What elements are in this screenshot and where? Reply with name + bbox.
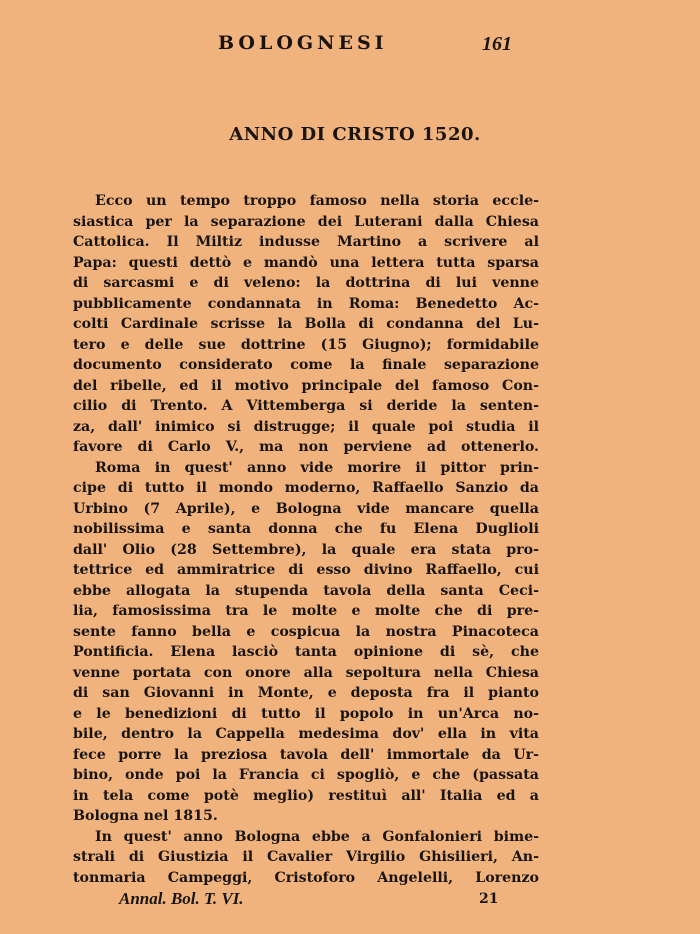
page-number: 161 <box>482 33 512 55</box>
text-line: in tela come potè meglio) restituì all' Italia ed a <box>73 787 539 804</box>
text-line: tettrice ed ammiratrice di esso divino Raffaello, cui <box>73 562 539 578</box>
text-line: Pontificia. Elena lasciò tanta opinione di sè, che <box>73 644 539 660</box>
text-line: ebbe allogata la stupenda tavola della santa Ceci- <box>73 582 539 599</box>
text-line: cilio di Trento. A Vittemberga si deride la senten- <box>73 398 539 414</box>
text-line: za, dall' inimico si distrugge; il quale poi studia il <box>73 418 539 435</box>
body-text <box>73 191 539 888</box>
text-line: nobilissima e santa donna che fu Elena Duglioli <box>73 521 539 537</box>
text-line: bino, onde poi la Francia ci spogliò, e che (passata <box>73 767 539 783</box>
text-line: lia, famosissima tra le molte e molte che di pre- <box>73 603 539 619</box>
text-line: sente fanno bella e cospicua la nostra Pinacoteca <box>73 623 539 640</box>
text-line: strali di Giustizia il Cavalier Virgilio Ghisilieri, An- <box>73 849 539 865</box>
printer-signature: Annal. Bol. T. VI. <box>119 889 244 908</box>
text-line: bile, dentro la Cappella medesima dov' ella in vita <box>73 726 539 742</box>
page-header <box>0 30 700 60</box>
text-line: cipe di tutto il mondo moderno, Raffaello Sanzio da <box>73 480 539 496</box>
text-line: siastica per la separazione dei Luterani dalla Chiesa <box>73 213 539 230</box>
section-title: ANNO DI CRISTO 1520. <box>229 124 481 145</box>
text-line: pubblicamente condannata in Roma: Benedetto Ac- <box>73 295 539 312</box>
text-line: tero e delle sue dottrine (15 Giugno); formidabile <box>73 336 539 353</box>
text-line: tonmaria Campeggi, Cristoforo Angelelli, Lorenzo <box>73 869 539 886</box>
text-line: di sarcasmi e di veleno: la dottrina di lui venne <box>73 275 539 291</box>
text-line: Bologna nel 1815. <box>73 808 218 824</box>
signature-number: 21 <box>479 891 499 907</box>
running-head: BOLOGNESI <box>218 32 388 54</box>
text-line: favore di Carlo V., ma non perviene ad ottenerlo. <box>73 439 539 455</box>
text-line: Ecco un tempo troppo famoso nella storia eccle- <box>95 193 539 209</box>
text-line: Papa: questi dettò e mandò una lettera tutta sparsa <box>73 254 539 271</box>
text-line: del ribelle, ed il motivo principale del famoso Con- <box>73 377 539 394</box>
text-line: Urbino (7 Aprile), e Bologna vide mancare quella <box>73 500 539 517</box>
text-line: In quest' anno Bologna ebbe a Gonfalonieri bime- <box>95 828 539 845</box>
text-line: Roma in quest' anno vide morire il pittor prin- <box>95 459 539 476</box>
page-footer <box>0 889 700 913</box>
text-line: documento considerato come la finale separazione <box>73 357 539 373</box>
text-line: dall' Olio (28 Settembre), la quale era stata pro- <box>73 541 539 558</box>
text-line: Cattolica. Il Miltiz indusse Martino a scrivere al <box>73 234 539 250</box>
text-line: fece porre la preziosa tavola dell' immortale da Ur- <box>73 746 539 763</box>
text-line: venne portata con onore alla sepoltura nella Chiesa <box>73 664 539 681</box>
text-line: di san Giovanni in Monte, e deposta fra il pianto <box>73 685 539 701</box>
text-line: e le benedizioni di tutto il popolo in un'Arca no- <box>73 705 539 722</box>
text-line: colti Cardinale scrisse la Bolla di condanna del Lu- <box>73 316 539 332</box>
